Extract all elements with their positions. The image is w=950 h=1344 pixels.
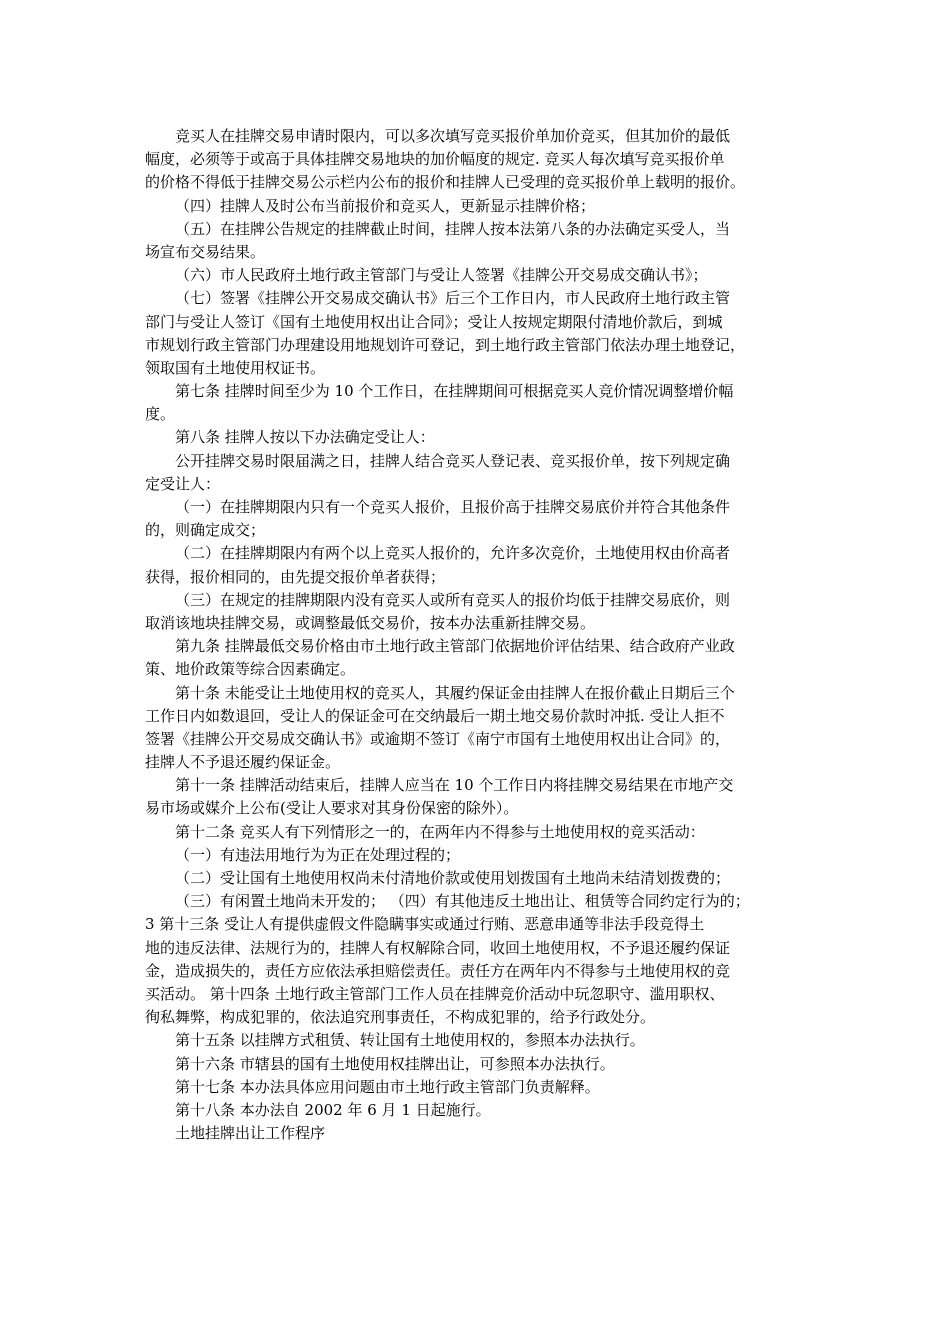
text-line: 市规划行政主管部门办理建设用地规划许可登记，到土地行政主管部门依法办理土地登记， xyxy=(145,335,746,354)
text-line: 幅度，必须等于或高于具体挂牌交易地块的加价幅度的规定. 竞买人每次填写竞买报价单 xyxy=(145,150,725,169)
text-line: 第十条 未能受让土地使用权的竞买人，其履约保证金由挂牌人在报价截止日期后三个 xyxy=(175,683,735,702)
text-line: 定受让人： xyxy=(145,474,221,493)
text-line: （四）挂牌人及时公布当前报价和竞买人，更新显示挂牌价格； xyxy=(175,196,596,215)
text-line: 的，则确定成交； xyxy=(145,521,266,540)
text-line: 第十六条 市辖县的国有土地使用权挂牌出让，可参照本办法执行。 xyxy=(175,1054,615,1073)
text-line: （二）在挂牌期限内有两个以上竞买人报价的，允许多次竞价，土地使用权由价高者 xyxy=(175,544,731,563)
text-line: 第十八条 本办法自 2002 年 6 月 1 日起施行。 xyxy=(175,1100,491,1119)
text-line: 的价格不得低于挂牌交易公示栏内公布的报价和挂牌人已受理的竞买报价单上载明的报价。 xyxy=(145,173,746,192)
text-line: （五）在挂牌公告规定的挂牌截止时间，挂牌人按本法第八条的办法确定买受人，当 xyxy=(175,219,731,238)
text-line: 挂牌人不予退还履约保证金。 xyxy=(145,753,341,772)
text-line: （三）在规定的挂牌期限内没有竞买人或所有竞买人的报价均低于挂牌交易底价，则 xyxy=(175,590,731,609)
text-line: 地的违反法律、法规行为的，挂牌人有权解除合同，收回土地使用权，不予退还履约保证 xyxy=(145,938,731,957)
text-line: 工作日内如数退回，受让人的保证金可在交纳最后一期土地交易价款时冲抵. 受让人拒不 xyxy=(145,706,725,725)
text-line: 竞买人在挂牌交易申请时限内，可以多次填写竞买报价单加价竞买，但其加价的最低 xyxy=(175,127,731,145)
text-line: 部门与受让人签订《国有土地使用权出让合同》；受让人按规定期限付清地价款后，到城 xyxy=(145,312,723,331)
text-line: （六）市人民政府土地行政主管部门与受让人签署《挂牌公开交易成交确认书》； xyxy=(175,266,708,285)
text-line: 第十一条 挂牌活动结束后，挂牌人应当在 10 个工作日内将挂牌交易结果在市地产交 xyxy=(175,776,734,795)
text-line: 公开挂牌交易时限届满之日，挂牌人结合竞买人登记表、竞买报价单，按下列规定确 xyxy=(175,451,731,470)
text-line: 徇私舞弊，构成犯罪的，依法追究刑事责任，不构成犯罪的，给予行政处分。 xyxy=(145,1008,656,1027)
text-line: 第十五条 以挂牌方式租赁、转让国有土地使用权的，参照本办法执行。 xyxy=(175,1031,645,1050)
text-line: 第九条 挂牌最低交易价格由市土地行政主管部门依据地价评估结果、结合政府产业政 xyxy=(175,637,735,656)
text-line: 取消该地块挂牌交易，或调整最低交易价，按本办法重新挂牌交易。 xyxy=(145,613,596,632)
text-line: 易市场或媒介上公布(受让人要求对其身份保密的除外）。 xyxy=(145,799,519,818)
text-line: 买活动。 第十四条 土地行政主管部门工作人员在挂牌竞价活动中玩忽职守、滥用职权、 xyxy=(145,984,725,1003)
text-line: （七）签署《挂牌公开交易成交确认书》后三个工作日内，市人民政府土地行政主管 xyxy=(175,289,731,308)
text-line: 获得，报价相同的，由先提交报价单者获得； xyxy=(145,567,446,586)
text-line: （二）受让国有土地使用权尚未付清地价款或使用划拨国有土地尚未结清划拨费的； xyxy=(175,869,731,887)
text-line: 第八条 挂牌人按以下办法确定受让人： xyxy=(175,428,435,447)
text-line: （一）在挂牌期限内只有一个竞买人报价，且报价高于挂牌交易底价并符合其他条件 xyxy=(175,498,731,516)
text-line: （三）有闲置土地尚未开发的； （四）有其他违反土地出让、租赁等合同约定行为的； xyxy=(175,892,750,911)
text-line: 策、地价政策等综合因素确定。 xyxy=(145,660,356,679)
text-line: （一）有违法用地行为为正在处理过程的； xyxy=(175,845,461,864)
document-body xyxy=(145,125,810,1145)
text-line: 3 第十三条 受让人有提供虚假文件隐瞒事实或通过行贿、恶意串通等非法手段竞得土 xyxy=(145,915,705,934)
text-line: 第十二条 竞买人有下列情形之一的，在两年内不得参与土地使用权的竞买活动： xyxy=(175,822,705,841)
text-line: 度。 xyxy=(145,405,176,424)
text-line: 场宣布交易结果。 xyxy=(145,242,266,261)
text-line: 第十七条 本办法具体应用问题由市土地行政主管部门负责解释。 xyxy=(175,1077,600,1096)
text-line: 金，造成损失的，责任方应依法承担赔偿责任。责任方在两年内不得参与土地使用权的竞 xyxy=(145,961,731,980)
text-line: 土地挂牌出让工作程序 xyxy=(175,1124,326,1143)
text-line: 领取国有土地使用权证书。 xyxy=(145,358,326,377)
text-line: 签署《挂牌公开交易成交确认书》或逾期不签订《南宁市国有土地使用权出让合同》的， xyxy=(145,729,731,748)
text-line: 第七条 挂牌时间至少为 10 个工作日，在挂牌期间可根据竞买人竞价情况调整增价幅 xyxy=(175,382,734,401)
